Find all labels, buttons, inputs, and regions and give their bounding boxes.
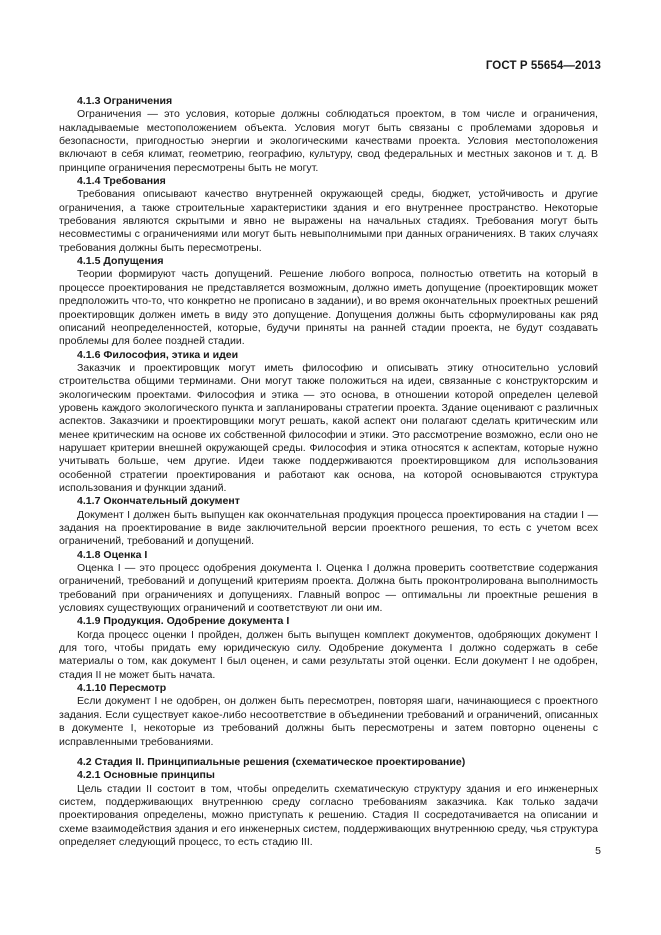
section-paragraph: Когда процесс оценки I пройден, должен быть выпущен комплект документов, одобряющих документ I для того, чтобы придать ему юридическую силу. Одобрение документа I должно содержать в себе материалы о том, как документ I был оценен, и сами результаты этой оценки. Если документ I не одобрен, стадия II не может быть начата. xyxy=(59,628,598,681)
section-heading: 4.1.8 Оценка I xyxy=(77,548,148,561)
section-paragraph: Если документ I не одобрен, он должен быть пересмотрен, повторяя шаги, начинающиеся с проектного задания. Если существует какое-либо несоответствие в объединении требований и ограничений, описанных в документе I, некоторые из требований должны быть пересмотрены и затем повторно оценены с исправленными требованиями. xyxy=(59,695,598,748)
section-paragraph: Документ I должен быть выпущен как окончательная продукция процесса проектирования на стадии I — задания на проектирование в виде заключительной версии проектного решения, то есть с учетом всех ограничений, требований и допущений. xyxy=(59,508,598,548)
page-number: 5 xyxy=(595,845,601,857)
section-heading: 4.1.9 Продукция. Одобрение документа I xyxy=(77,615,290,628)
section-heading: 4.2.1 Основные принципы xyxy=(77,769,215,782)
section-heading: 4.1.6 Философия, этика и идеи xyxy=(77,348,239,361)
page-body xyxy=(59,95,598,849)
section-heading: 4.1.4 Требования xyxy=(77,175,166,188)
section-heading: 4.1.3 Ограничения xyxy=(77,95,173,107)
section-paragraph: Ограничения — это условия, которые должны соблюдаться проектом, в том числе и ограничения, накладываемые местоположением объекта. Условия могут быть связаны с проблемами здоровья и безопасности, пригодностью энергии и экологическими качествами проекта. Условия местоположения включают в себя климат, геометрию, географию, культуру, свод федеральных и местных законов и т. д. В принципе ограничения пересмотрены быть не могут. xyxy=(59,108,598,174)
section-paragraph: Требования описывают качество внутренней окружающей среды, бюджет, устойчивость и другие ограничения, а также строительные характеристики здания и его внутреннее пространство. Некоторые требования являются скрытыми и явно не выражены на начальных стадиях. Требования могут быть несовместимы с ограничениями или могут быть невыполнимыми при данных ограничениях. В таких случаях требования должны быть пересмотрены. xyxy=(59,188,598,254)
section-heading: 4.1.10 Пересмотр xyxy=(77,682,167,695)
section-paragraph: Оценка I — это процесс одобрения документа I. Оценка I должна проверить соответствие содержания ограничений, требований и допущений критериям проекта. Должна быть проконтролирована выполнимость требований при ограничениях и допущениях. Главный вопрос — оптимальны ли проектные решения в условиях существующих ограничений и соответствуют ли они им. xyxy=(59,562,598,615)
section-heading: 4.1.5 Допущения xyxy=(77,255,164,268)
section-paragraph: Теории формируют часть допущений. Решение любого вопроса, полностью ответить на который в процессе проектирования не представляется возможным, должно иметь допущение (проектировщик может предположить что-то, что конкретно не прописано в задании), и во время окончательных проектных решений проектировщик должен иметь в виду это допущение. Допущения должны быть сформулированы как ряд описаний неопределенностей, которые, будучи приняты на ранней стадии проекта, не будут создавать проблемы для более поздней стадии. xyxy=(59,268,598,348)
section-paragraph: Цель стадии II состоит в том, чтобы определить схематическую структуру здания и его инженерных систем, поддерживающих внутреннюю среду согласно требованиям заказчика. Как только задачи проектирования определены, можно приступать к решению. Стадия II сосредотачивается на описании и схеме взаимодействия здания и его инженерных систем, поддерживающих внутреннюю среду, чья структура определяет следующий процесс, то есть стадию III. xyxy=(59,782,598,848)
section-heading: 4.1.7 Окончательный документ xyxy=(77,495,240,508)
section-paragraph: Заказчик и проектировщик могут иметь философию и описывать этику относительно условий строительства общими терминами. Они могут также положиться на идеи, связанные с конструкторским и экологическим проектами. Философия и этика — это основа, в отношении которой определен целевой уровень каждого экологического пункта и запланированы стратегии проекта. Здание оценивают с различных аспектов. Заказчики и проектировщики могут решать, какой аспект они полагают сделать критическим или менее критическим на основе их собственной философии и этики. Это рассмотрение возможно, если оно не нарушает критерии внешней окружающей среды. Философия и этика относятся к аспектам, которые нужно учитывать больше, чем другие. Идеи также поддерживаются проектировщиком для использования особенной стратегии проектирования и работают как основа, на которой основываются структура использования и функции зданий. xyxy=(59,361,598,494)
stage-heading: 4.2 Стадия II. Принципиальные решения (схематическое проектирование) xyxy=(77,755,466,768)
document-code: ГОСТ Р 55654—2013 xyxy=(485,60,601,72)
